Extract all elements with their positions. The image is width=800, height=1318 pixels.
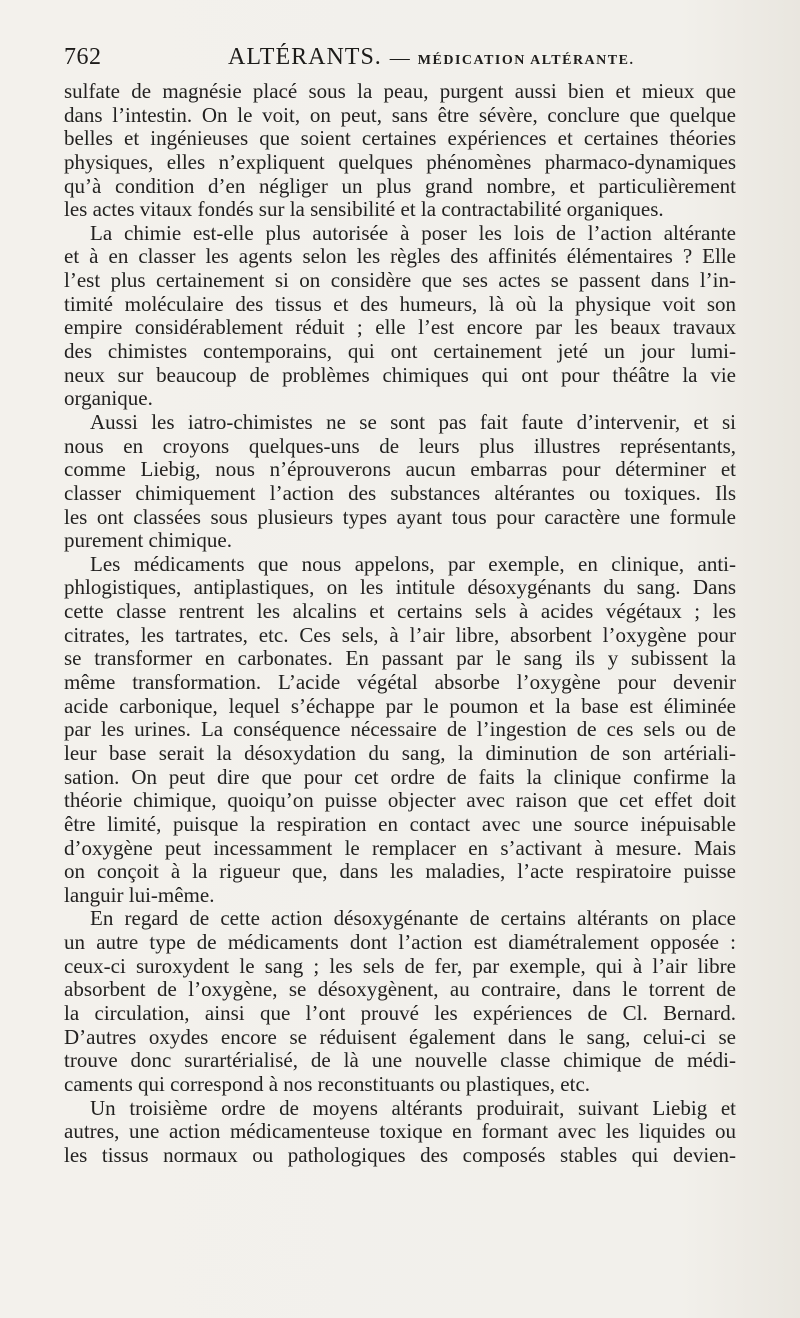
page-number: 762 <box>64 44 102 70</box>
text-line: La chimie est-elle plus autorisée à poser les lois de l’action altérante <box>90 221 736 245</box>
running-head-subtitle: MÉDICATION ALTÉRANTE. <box>417 53 635 68</box>
text-line: Un troisième ordre de moyens altérants produirait, suivant Liebig et <box>90 1096 736 1120</box>
text-line: on conçoit à la rigueur que, dans les maladies, l’acte respiratoire puisse <box>64 860 736 884</box>
page-header <box>64 44 736 80</box>
text-line: même transformation. L’acide végétal absorbe l’oxygène pour devenir <box>64 671 736 695</box>
text-line: par les urines. La conséquence nécessaire de l’ingestion de ces sels ou de <box>64 718 736 742</box>
text-line: la circulation, ainsi que l’ont prouvé les expériences de Cl. Bernard. <box>64 1001 736 1025</box>
text-line: trouve donc surartérialisé, de là une nouvelle classe chimique de médi- <box>64 1049 736 1073</box>
text-line: classer chimiquement l’action des substances altérantes ou toxiques. Ils <box>64 481 736 505</box>
text-line: un autre type de médicaments dont l’action est diamétralement opposée : <box>64 931 736 955</box>
text-line: des chimistes contemporains, qui ont certainement jeté un jour lumi- <box>64 340 736 364</box>
text-line: leur base serait la désoxydation du sang, la diminution de son artériali- <box>64 741 736 765</box>
text-line: les actes vitaux fondés sur la sensibilité et la contractabilité organiques. <box>64 198 664 222</box>
text-line: timité moléculaire des tissus et des humeurs, là où la physique voit son <box>64 292 736 316</box>
text-line: ceux-ci suroxydent le sang ; les sels de fer, par exemple, qui à l’air libre <box>64 954 736 978</box>
text-line: phlogistiques, antiplastiques, on les intitule désoxygénants du sang. Dans <box>64 576 736 600</box>
text-line: Les médicaments que nous appelons, par exemple, en clinique, anti- <box>90 552 736 576</box>
text-line: sulfate de magnésie placé sous la peau, purgent aussi bien et mieux que <box>64 80 736 103</box>
text-line: En regard de cette action désoxygénante de certains altérants on place <box>90 907 736 931</box>
text-line: purement chimique. <box>64 529 232 553</box>
running-head <box>228 44 634 71</box>
text-line: absorbent de l’oxygène, se désoxygènent, au contraire, dans le torrent de <box>64 978 736 1002</box>
text-line: être limité, puisque la respiration en contact avec une source inépuisable <box>64 812 736 836</box>
text-line: acide carbonique, lequel s’échappe par le poumon et la base est éliminée <box>64 694 736 718</box>
text-line: et à en classer les agents selon les règles des affinités élémentaires ? Elle <box>64 245 736 269</box>
text-line: comme Liebig, nous n’éprouverons aucun embarras pour déterminer et <box>64 458 736 482</box>
text-line: empire considérablement réduit ; elle l’est encore par les beaux travaux <box>64 316 736 340</box>
text-line: d’oxygène peut incessamment le remplacer en s’activant à mesure. Mais <box>64 836 736 860</box>
running-head-title: ALTÉRANTS. <box>228 44 382 70</box>
text-line: sation. On peut dire que pour cet ordre de faits la clinique confirme la <box>64 765 736 789</box>
text-line: languir lui-même. <box>64 883 215 907</box>
text-line: belles et ingénieuses que soient certaines expériences et certaines théories <box>64 127 736 151</box>
text-line: physiques, elles n’expliquent quelques phénomènes pharmaco-dynamiques <box>64 150 736 174</box>
text-line: caments qui correspond à nos reconstituants ou plastiques, etc. <box>64 1072 591 1096</box>
text-line: D’autres oxydes encore se réduisent également dans le sang, celui-ci se <box>64 1025 736 1049</box>
text-line: dans l’intestin. On le voit, on peut, sans être sévère, conclure que quelque <box>64 103 736 127</box>
text-line: l’est plus certainement si on considère que ses actes se passent dans l’in- <box>64 269 736 293</box>
text-line: Aussi les iatro-chimistes ne se sont pas fait faute d’intervenir, et si <box>90 410 736 434</box>
text-line: qu’à condition d’en négliger un plus grand nombre, et particulièrement <box>64 174 736 198</box>
body-text <box>64 80 736 1167</box>
text-line: nous en croyons quelques-uns de leurs plus illustres représentants, <box>64 434 736 458</box>
text-line: citrates, les tartrates, etc. Ces sels, à l’air libre, absorbent l’oxygène pour <box>64 623 736 647</box>
text-line: neux sur beaucoup de problèmes chimiques qui ont pour théâtre la vie <box>64 363 736 387</box>
text-line: se transformer en carbonates. En passant par le sang ils y subissent la <box>64 647 736 671</box>
text-line: les ont classées sous plusieurs types ayant tous pour caractère une formule <box>64 505 736 529</box>
text-line: autres, une action médicamenteuse toxique en formant avec les liquides ou <box>64 1120 736 1144</box>
running-head-dash: — <box>389 47 410 69</box>
text-line: théorie chimique, quoiqu’on puisse objecter avec raison que cet effet doit <box>64 789 736 813</box>
text-line: les tissus normaux ou pathologiques des composés stables qui devien- <box>64 1143 736 1167</box>
text-line: cette classe rentrent les alcalins et certains sels à acides végétaux ; les <box>64 600 736 624</box>
text-line: organique. <box>64 387 153 411</box>
